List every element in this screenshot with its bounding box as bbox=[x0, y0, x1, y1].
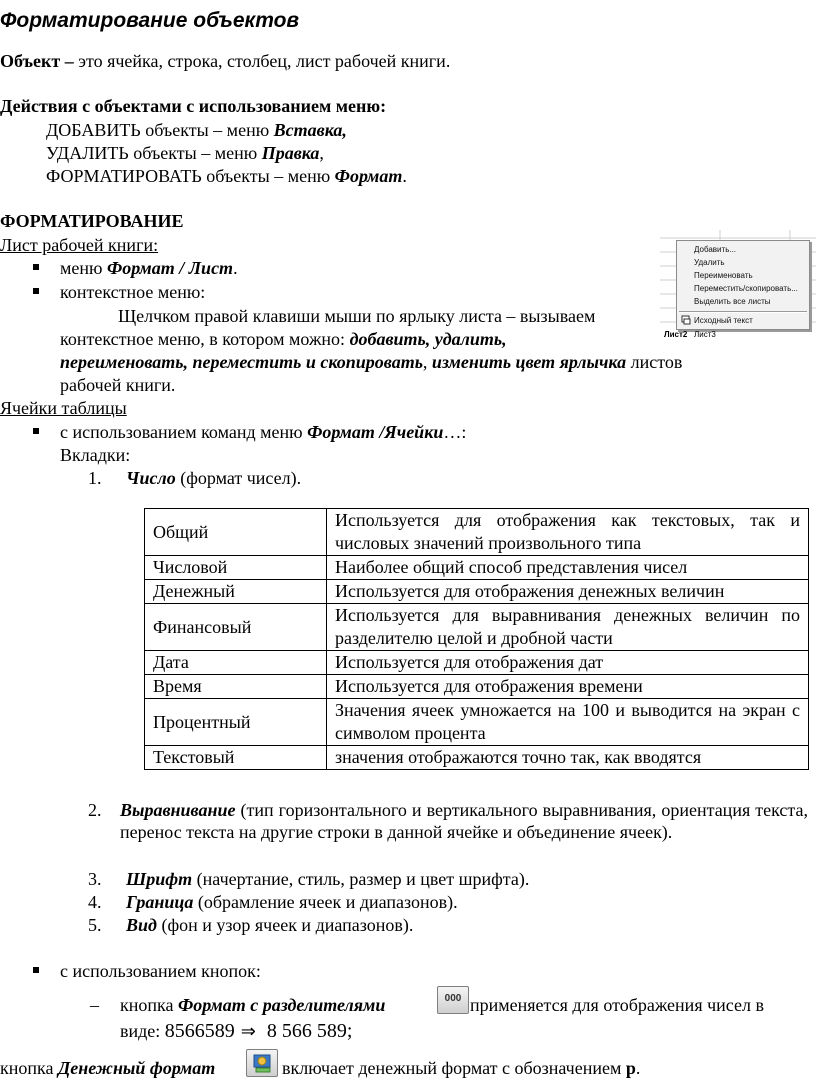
buttons-bullet: с использованием кнопок: bbox=[60, 961, 261, 981]
object-definition bbox=[0, 50, 450, 72]
table-row bbox=[145, 604, 809, 651]
sheet-para-line3 bbox=[60, 351, 682, 373]
list-number: 5. bbox=[88, 915, 102, 935]
tab-name: Шрифт bbox=[126, 869, 193, 889]
action-menu: Формат bbox=[334, 166, 403, 186]
bullet-tail: . bbox=[233, 258, 238, 278]
sheet-tab[interactable]: Лист3 bbox=[694, 330, 716, 339]
action-menu: Правка bbox=[261, 143, 320, 163]
view-code-icon bbox=[681, 315, 691, 325]
table-row bbox=[145, 509, 809, 556]
bullet-square-icon bbox=[33, 967, 39, 973]
format-name: Числовой bbox=[145, 556, 327, 580]
btn2-desc-post bbox=[282, 1057, 640, 1079]
table-row bbox=[145, 580, 809, 604]
table-row bbox=[145, 699, 809, 746]
format-desc: Используется для отображения дат bbox=[327, 651, 809, 675]
tab-desc: (начертание, стиль, размер и цвет шрифта). bbox=[192, 869, 530, 889]
para-text: контекстное меню, в котором можно: bbox=[60, 329, 350, 349]
btn-text: кнопка bbox=[0, 1058, 58, 1078]
currency-icon bbox=[247, 1050, 277, 1076]
context-menu-item[interactable]: Переименовать bbox=[694, 271, 753, 280]
bullet-text: с использованием команд меню bbox=[60, 422, 308, 442]
btn2-desc-pre bbox=[0, 1057, 215, 1079]
format-name: Дата bbox=[145, 651, 327, 675]
currency-symbol: р bbox=[625, 1058, 636, 1078]
para-em: переименовать, переместить и скопировать bbox=[60, 352, 423, 372]
format-desc: Используется для отображения времени bbox=[327, 675, 809, 699]
format-desc: Наиболее общий способ представления чисел bbox=[327, 556, 809, 580]
format-name: Время bbox=[145, 675, 327, 699]
actions-heading: Действия с объектами с использованием меню: bbox=[0, 96, 387, 116]
btn-text: включает денежный формат с обозначением bbox=[282, 1058, 626, 1078]
btn-text: . bbox=[635, 1058, 641, 1078]
para-text: , bbox=[422, 352, 432, 372]
action-delete bbox=[46, 142, 324, 164]
sheet-tab[interactable]: Лист2 bbox=[664, 330, 688, 339]
action-text: УДАЛИТЬ объекты – меню bbox=[46, 143, 262, 163]
tabs-label: Вкладки: bbox=[60, 445, 131, 465]
table-row bbox=[145, 651, 809, 675]
btn-name: Денежный формат bbox=[57, 1058, 216, 1078]
sheet-para-line4: рабочей книги. bbox=[60, 375, 176, 395]
action-tail: , bbox=[319, 143, 324, 163]
bullet-square-icon bbox=[33, 288, 39, 294]
tab-item-alignment bbox=[120, 799, 808, 843]
list-number: 4. bbox=[88, 892, 102, 912]
currency-style-button[interactable] bbox=[246, 1049, 278, 1077]
format-desc: Используется для отображения денежных величин bbox=[327, 580, 809, 604]
context-menu-screenshot bbox=[660, 230, 816, 342]
context-menu-item[interactable]: Добавить... bbox=[694, 245, 737, 254]
bullet-menu: Формат / Лист bbox=[106, 258, 234, 278]
object-term: Объект – bbox=[0, 51, 74, 71]
format-name: Денежный bbox=[145, 580, 327, 604]
bullet-square-icon bbox=[33, 264, 39, 270]
context-menu bbox=[676, 240, 810, 330]
tab-desc: (обрамление ячеек и диапазонов). bbox=[193, 892, 458, 912]
tab-item-number-format bbox=[126, 467, 301, 489]
tab-desc: (формат чисел). bbox=[175, 468, 302, 488]
btn1-desc-post: применяется для отображения чисел в bbox=[470, 995, 764, 1015]
action-menu: Вставка, bbox=[273, 120, 347, 140]
list-number: 2. bbox=[88, 800, 102, 820]
para-text: листов bbox=[626, 352, 683, 372]
sheet-label: Лист рабочей книги: bbox=[0, 235, 159, 255]
list-number: 1. bbox=[88, 468, 102, 488]
object-text: это ячейка, строка, столбец, лист рабочей книги. bbox=[73, 51, 451, 71]
action-text: ФОРМАТИРОВАТЬ объекты – меню bbox=[46, 166, 335, 186]
action-add bbox=[46, 119, 347, 141]
btn-text: виде: bbox=[120, 1021, 165, 1041]
btn-text: кнопка bbox=[120, 995, 178, 1015]
tab-name: Выравнивание bbox=[120, 800, 236, 820]
table-row bbox=[145, 556, 809, 580]
cells-bullet-menu bbox=[60, 421, 466, 443]
comma-style-button[interactable] bbox=[437, 986, 469, 1014]
tab-name: Вид bbox=[126, 915, 157, 935]
action-text: ДОБАВИТЬ объекты – меню bbox=[46, 120, 274, 140]
format-desc: Используется для отображения как текстовых, так и числовых значений произвольного типа bbox=[327, 509, 809, 556]
tab-name: Число bbox=[126, 468, 176, 488]
action-format bbox=[46, 165, 407, 187]
format-name: Общий bbox=[145, 509, 327, 556]
para-em: добавить, удалить, bbox=[349, 329, 507, 349]
tab-desc: (тип горизонтального и вертикального выравнивания, ориентация текста, перенос текста на другие строки в данной ячейке и объединение ячеек). bbox=[120, 800, 808, 842]
tab-desc: (фон и узор ячеек и диапазонов). bbox=[156, 915, 414, 935]
list-number: 3. bbox=[88, 869, 102, 889]
format-desc: Значения ячеек умножается на 100 и выводится на экран с символом процента bbox=[327, 699, 809, 746]
cells-label: Ячейки таблицы bbox=[0, 398, 127, 418]
bullet-menu: Формат /Ячейки bbox=[307, 422, 444, 442]
context-menu-item[interactable]: Исходный текст bbox=[694, 316, 753, 325]
implies-arrow: ⇒ bbox=[240, 1021, 256, 1042]
tab-item-border bbox=[126, 891, 458, 913]
dash-marker: – bbox=[90, 995, 99, 1015]
sheet-para-line2 bbox=[60, 328, 507, 350]
bullet-square-icon bbox=[33, 428, 39, 434]
table-row bbox=[145, 675, 809, 699]
btn-name: Формат с разделителями bbox=[177, 995, 386, 1015]
format-name: Текстовый bbox=[145, 746, 327, 770]
btn1-example bbox=[120, 1020, 352, 1043]
action-tail: . bbox=[402, 166, 407, 186]
bullet-tail: …: bbox=[443, 422, 467, 442]
sheet-bullet-context: контекстное меню: bbox=[60, 282, 206, 302]
para-em: изменить цвет ярлычка bbox=[431, 352, 627, 372]
tab-name: Граница bbox=[126, 892, 194, 912]
context-menu-item[interactable]: Переместить/скопировать... bbox=[694, 284, 798, 293]
number-format-table bbox=[144, 508, 809, 770]
example-from: 8566589 bbox=[164, 1020, 235, 1042]
menu-separator bbox=[679, 311, 807, 313]
table-row bbox=[145, 746, 809, 770]
sheet-para-line1: Щелчком правой клавиши мыши по ярлыку листа – вызываем bbox=[118, 306, 596, 326]
formatting-heading: ФОРМАТИРОВАНИЕ bbox=[0, 211, 184, 231]
tab-item-view bbox=[126, 914, 413, 936]
format-desc: значения отображаются точно так, как вводятся bbox=[327, 746, 809, 770]
sheet-bullet-menu bbox=[60, 257, 238, 279]
btn1-desc-pre bbox=[120, 994, 385, 1016]
context-menu-item[interactable]: Удалить bbox=[694, 258, 725, 267]
page-title: Форматирование объектов bbox=[0, 9, 300, 32]
example-to: 8 566 589; bbox=[261, 1020, 353, 1042]
tab-item-number bbox=[88, 467, 102, 489]
format-name: Финансовый bbox=[145, 604, 327, 651]
sheet-tabs bbox=[660, 330, 816, 342]
format-desc: Используется для выравнивания денежных величин по разделителю целой и дробной части bbox=[327, 604, 809, 651]
format-name: Процентный bbox=[145, 699, 327, 746]
comma-style-icon: 000 bbox=[444, 993, 462, 1004]
tab-item-font bbox=[126, 868, 529, 890]
context-menu-item[interactable]: Выделить все листы bbox=[694, 297, 771, 306]
bullet-text: меню bbox=[60, 258, 107, 278]
